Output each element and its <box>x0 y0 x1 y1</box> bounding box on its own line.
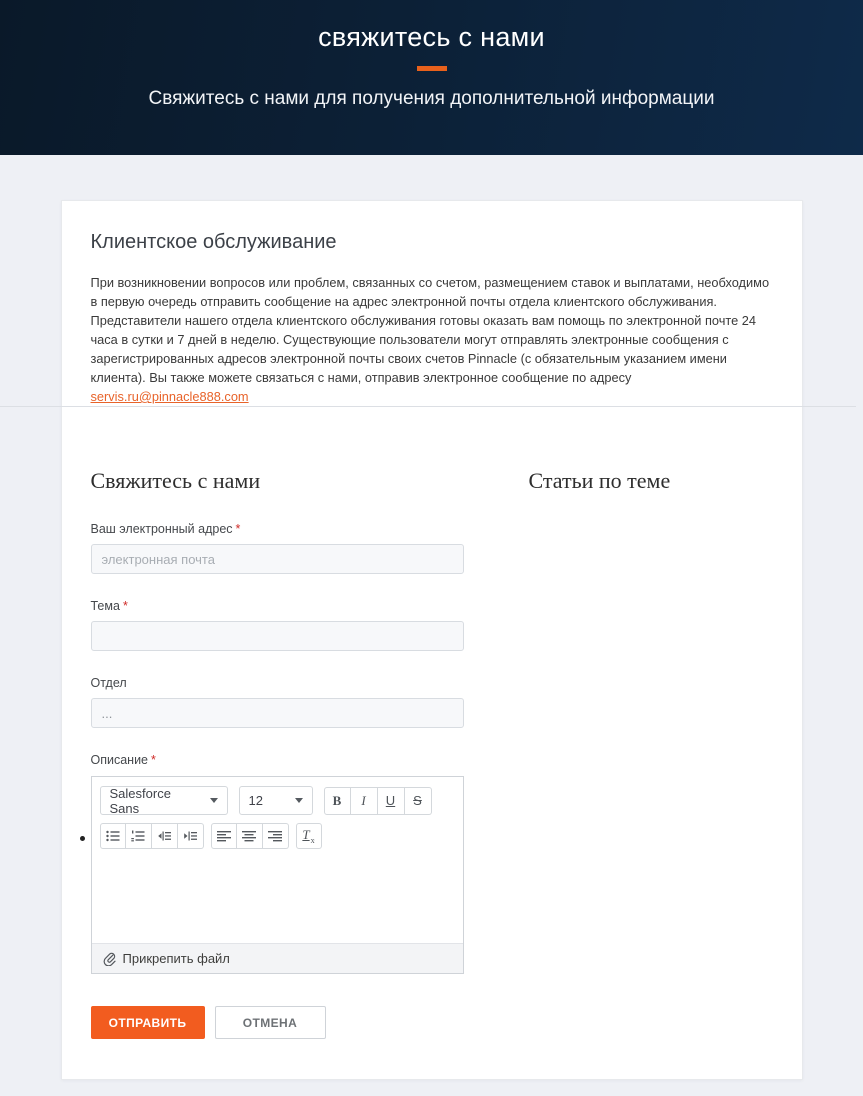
remove-format-icon: $T_x$ <box>302 827 315 845</box>
intro-paragraph <box>91 273 773 406</box>
bold-button[interactable] <box>324 787 351 815</box>
department-input[interactable] <box>91 698 464 728</box>
page-subtitle: Свяжитесь с нами для получения дополнительной информации <box>148 88 715 109</box>
page-header <box>0 0 863 155</box>
outdent-button[interactable] <box>152 823 178 849</box>
underline-icon: U <box>385 793 396 808</box>
remove-format-button[interactable] <box>296 823 322 849</box>
articles-heading: Статьи по теме <box>528 468 671 493</box>
editor-toolbar <box>92 777 463 857</box>
font-size-select[interactable]: 12 <box>239 786 313 815</box>
description-textarea[interactable] <box>92 857 463 943</box>
form-actions <box>91 1006 464 1039</box>
align-left-button[interactable] <box>211 823 237 849</box>
page-background <box>0 155 863 1096</box>
italic-button[interactable] <box>351 787 378 815</box>
strikethrough-button[interactable] <box>405 787 432 815</box>
indent-button[interactable] <box>178 823 204 849</box>
bullet-list-icon <box>106 830 120 842</box>
description-field-group <box>91 753 464 974</box>
align-right-button[interactable] <box>263 823 289 849</box>
description-label: Описание * <box>90 753 156 767</box>
rich-text-editor <box>91 776 464 974</box>
page-title: свяжитесь с нами <box>318 22 545 52</box>
intro-text: При возникновении вопросов или проблем, связанных со счетом, размещением ставок и выплатами, необходимо в первую очередь отправить сообщение на адрес электронной почты отдела клиентского обслуживания. Представители нашего отдела клиентского обслуживания готовы оказать вам помощь по электронной почте 24 часа в сутки и 7 дней в неделю. Существующие пользователи могут отправлять электронные сообщения с зарегистрированных адресов электронной почты своих счетов Pinnacle (с обязательным указанием имени клиента). Вы также можете связаться с нами, отправив электронное сообщение по адресу <box>90 275 770 385</box>
contact-form <box>91 468 464 1039</box>
section-divider <box>0 406 856 407</box>
align-left-icon <box>217 830 231 842</box>
form-heading: Свяжитесь с нами <box>90 468 261 493</box>
chevron-down-icon <box>295 798 303 803</box>
department-field-group <box>91 676 464 728</box>
required-asterisk: * <box>122 599 128 613</box>
paperclip-icon <box>103 952 116 966</box>
related-articles <box>529 468 773 1039</box>
required-asterisk: * <box>151 753 156 767</box>
section-title: Клиентское обслуживание <box>90 231 337 253</box>
align-right-icon <box>268 830 282 842</box>
underline-button[interactable] <box>378 787 405 815</box>
outdent-icon <box>157 830 171 842</box>
indent-icon <box>183 830 197 842</box>
font-family-select[interactable]: Salesforce Sans <box>100 786 228 815</box>
strikethrough-icon: S <box>413 793 422 808</box>
numbered-list-icon <box>131 830 145 842</box>
submit-button[interactable]: ОТПРАВИТЬ <box>91 1006 205 1039</box>
subject-input[interactable] <box>91 621 464 651</box>
email-input[interactable] <box>91 544 464 574</box>
bold-icon: B <box>332 792 342 808</box>
align-center-icon <box>242 830 256 842</box>
attach-file-button[interactable] <box>92 943 463 973</box>
support-email-link[interactable]: servis.ru@pinnacle888.com <box>90 389 249 404</box>
list-bullet-dot <box>80 836 85 841</box>
subject-field-group <box>91 599 464 651</box>
chevron-down-icon <box>210 798 218 803</box>
email-label: Ваш электронный адрес * <box>90 522 241 536</box>
accent-bar <box>417 66 447 71</box>
attach-file-label: Прикрепить файл <box>122 951 230 966</box>
department-label: Отдел <box>90 676 127 690</box>
email-field-group <box>91 522 464 574</box>
italic-icon: I <box>361 792 366 808</box>
subject-label: Тема * <box>90 599 128 613</box>
cancel-button[interactable]: ОТМЕНА <box>215 1006 326 1039</box>
content-card <box>61 200 803 1080</box>
numbered-list-button[interactable] <box>126 823 152 849</box>
align-center-button[interactable] <box>237 823 263 849</box>
required-asterisk: * <box>235 522 241 536</box>
bullet-list-button[interactable] <box>100 823 126 849</box>
